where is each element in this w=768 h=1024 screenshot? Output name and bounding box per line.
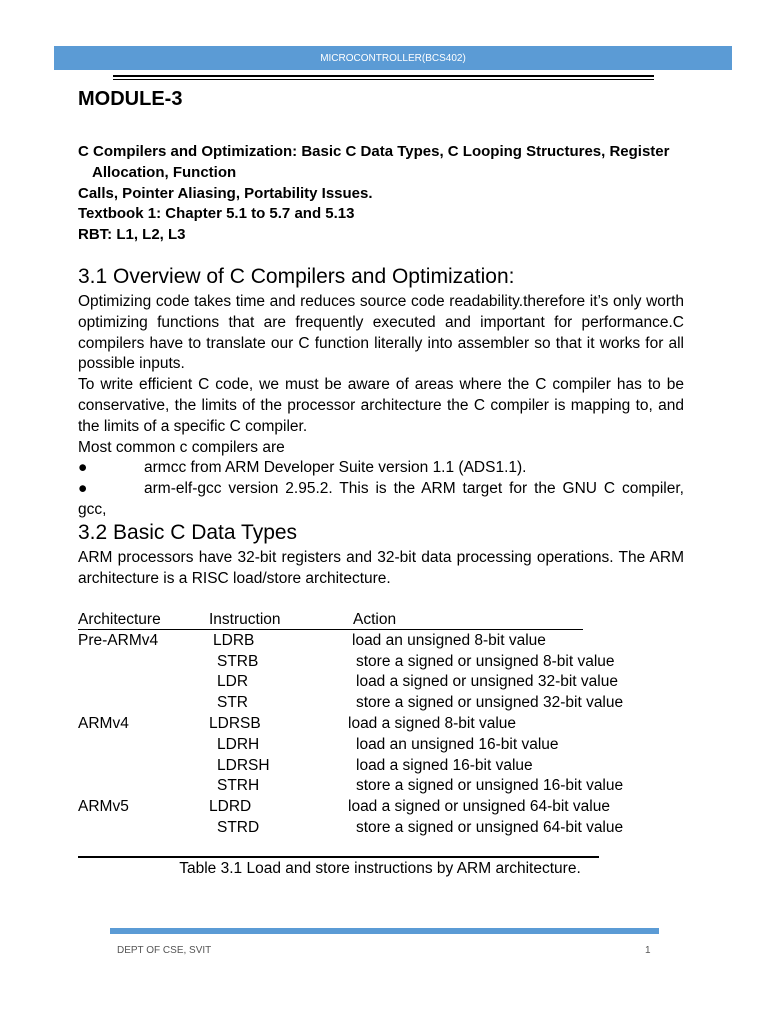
bullet-text: armcc from ARM Developer Suite version 1.1 (ADS1.1). — [144, 459, 527, 477]
page-number: 1 — [645, 945, 651, 956]
table-row — [78, 652, 638, 673]
cell-architecture — [78, 693, 209, 714]
cell-architecture — [78, 672, 209, 693]
footer-bar — [110, 928, 659, 934]
cell-action: load an unsigned 16-bit value — [356, 735, 559, 753]
bullet-item — [78, 479, 684, 521]
column-header: Action — [353, 611, 397, 628]
bullet-dot-icon: ● — [78, 480, 88, 498]
page-header — [54, 46, 732, 70]
intro-line: Calls, Pointer Aliasing, Portability Issues. — [78, 184, 373, 202]
paragraph: To write efficient C code, we must be aware of areas where the C compiler has to be conservative, the limits of the processor architecture the C compiler is mapping to, and the limits of a specific C compiler. — [78, 376, 684, 435]
cell-action: load a signed or unsigned 32-bit value — [356, 673, 618, 691]
cell-action: load a signed or unsigned 64-bit value — [348, 798, 610, 816]
table-row — [78, 818, 638, 839]
header-title: MICROCONTROLLER(BCS402) — [320, 52, 466, 64]
cell-action: store a signed or unsigned 32-bit value — [356, 694, 624, 712]
cell-instruction: LDRSB — [209, 714, 261, 732]
section-3-1-body — [78, 292, 684, 521]
intro-line: C Compilers and Optimization: Basic C Data Types, C Looping Structures, Register — [78, 143, 670, 160]
table-row — [78, 797, 638, 818]
module-intro — [78, 142, 688, 246]
cell-action: store a signed or unsigned 64-bit value — [356, 818, 624, 836]
rbt-levels: RBT: L1, L2, L3 — [78, 226, 186, 244]
header-rule-thin — [113, 79, 654, 80]
cell-instruction: LDRD — [209, 798, 252, 816]
cell-instruction: STRB — [217, 652, 259, 670]
cell-instruction: STR — [217, 694, 248, 712]
cell-instruction: STRH — [217, 777, 260, 795]
table-row — [78, 693, 638, 714]
cell-architecture — [78, 735, 209, 756]
cell-action: store a signed or unsigned 16-bit value — [356, 777, 624, 795]
paragraph: ARM processors have 32-bit registers and 32-bit data processing operations. The ARM architecture is a RISC load/store architecture. — [78, 549, 684, 587]
cell-architecture: ARMv5 — [78, 798, 129, 816]
cell-instruction: STRD — [217, 818, 260, 836]
table-caption: Table 3.1 Load and store instructions by ARM architecture. — [179, 860, 581, 877]
section-heading-3-1: 3.1 Overview of C Compilers and Optimization: — [78, 265, 515, 288]
module-title: MODULE-3 — [78, 88, 183, 110]
intro-line: Allocation, Function — [92, 163, 237, 181]
cell-architecture — [78, 652, 209, 673]
column-header: Instruction — [209, 611, 281, 628]
cell-instruction: LDR — [217, 673, 249, 691]
bullet-dot-icon: ● — [78, 459, 88, 477]
cell-architecture: Pre-ARMv4 — [78, 631, 159, 649]
header-rule — [113, 75, 654, 77]
cell-architecture — [78, 776, 209, 797]
table-row — [78, 714, 638, 735]
cell-instruction: LDRSH — [217, 756, 270, 774]
cell-action: load an unsigned 8-bit value — [352, 631, 546, 649]
cell-instruction: LDRB — [213, 631, 255, 649]
table-row — [78, 735, 638, 756]
cell-architecture — [78, 756, 209, 777]
footer-department: DEPT OF CSE, SVIT — [117, 945, 212, 956]
table-row — [78, 756, 638, 777]
cell-instruction: LDRH — [217, 735, 260, 753]
paragraph: Most common c compilers are — [78, 438, 285, 456]
header-underline — [78, 629, 583, 630]
table-bottom-rule — [78, 856, 599, 858]
table-row — [78, 672, 638, 693]
section-heading-3-2: 3.2 Basic C Data Types — [78, 521, 298, 544]
cell-action: store a signed or unsigned 8-bit value — [356, 652, 615, 670]
section-3-2-body — [78, 548, 684, 590]
instruction-table — [78, 610, 638, 839]
table-row — [78, 631, 638, 652]
textbook-reference: Textbook 1: Chapter 5.1 to 5.7 and 5.13 — [78, 205, 355, 223]
table-row — [78, 776, 638, 797]
cell-action: load a signed 16-bit value — [356, 756, 533, 774]
bullet-text: arm-elf-gcc version 2.95.2. This is the ARM target for the GNU C compiler, gcc, — [78, 480, 684, 518]
paragraph: Optimizing code takes time and reduces source code readability.therefore it’s only worth optimizing functions that are frequently executed and important for performance.C compilers have to translate our C function literally into assembler so that it works for all possible inputs. — [78, 293, 684, 373]
table-header-row — [78, 610, 638, 631]
cell-action: load a signed 8-bit value — [348, 714, 517, 732]
bullet-item — [78, 458, 684, 479]
column-header: Architecture — [78, 611, 161, 628]
cell-architecture: ARMv4 — [78, 714, 129, 732]
cell-architecture — [78, 818, 209, 839]
